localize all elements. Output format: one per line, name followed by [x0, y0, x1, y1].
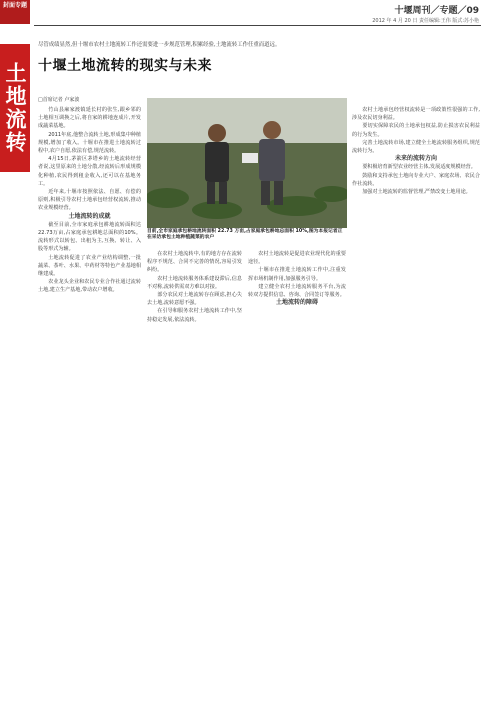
photo-caption: 目前,全市家庭承包耕地流转面积 22.73 万亩,占家庭承包耕地总面积 10%,图为本报记者正在采访承包土地种植蔬菜的农户 — [147, 229, 343, 240]
paragraph: 要切实保障农民的土地承包权益,防止损害农民利益的行为发生。 — [352, 123, 480, 138]
subheading: 未来的流转方向 — [394, 155, 437, 163]
headline: 十堰土地流转的现实与未来 — [38, 58, 212, 74]
paragraph: 近年来,十堰市按照依法、自愿、有偿的原则,积极引导农村土地承包经营权流转,推动农业规模经营。 — [38, 189, 141, 212]
article-column-4 — [352, 106, 480, 698]
subheading: 土地流转的成就 — [68, 212, 111, 220]
paragraph: 要积极培育新型农业经营主体,发展适度规模经营。 — [362, 164, 476, 171]
paragraph: 农村土地流转服务体系建设滞后,信息不对称,流转供需双方难以对接。 — [147, 275, 242, 290]
paragraph: 完善土地流转市场,建立健全土地流转服务组织,规范流转行为。 — [352, 139, 480, 155]
byline: □首席记者 卢家波 — [38, 97, 80, 103]
lead-summary: 尽管成绩显然,但十堰市农村土地流转工作还需要进一步规范管理,积累经验,土地流转工作任重而道远。 — [38, 42, 281, 48]
paragraph: 建立健全农村土地流转服务平台,为流转双方提供信息、咨询、合同签订等服务。 — [248, 283, 346, 299]
paragraph: 土地流转促进了农业产业结构调整,一批蔬菜、茶叶、水果、中药材等特色产业基地相继建成。 — [38, 254, 141, 278]
paragraph: 在引导和服务农村土地流转工作中,坚持稳定发展,依法流转。 — [147, 308, 242, 323]
article-column-2 — [147, 250, 242, 698]
article-column-1 — [38, 106, 141, 698]
section-vertical-title: 土地流转 — [0, 44, 30, 172]
paragraph: 农村土地承包经营权流转是一项政策性很强的工作,涉及农民切身利益。 — [352, 107, 480, 122]
date-line: 2012 年 4 月 20 日 责任编辑:王伟 版式:苏小艳 — [372, 18, 479, 24]
paragraph: 4月15日,茅箭区茅塔乡的土地流转经营者说,这里原来的土地分散,经流转后形成规模化种植,农民得到租金收入,还可以在基地务工。 — [38, 156, 141, 187]
section-corner-badge: 封面专题 — [0, 0, 30, 24]
paragraph: 2011年底,他整合流转土地,形成集中种植规模,增加了收入。十堰市在推进土地流转过程中,农户自愿,依法有偿,规范流转。 — [38, 131, 141, 155]
paragraph: 加强对土地流转的监督管理,严禁改变土地用途。 — [362, 189, 471, 196]
paragraph: 在农村土地流转中,有的地方存在流转程序不规范、合同不完善的情况,容易引发纠纷。 — [147, 251, 242, 274]
paragraph: 农村土地流转是促进农业现代化的重要途径。 — [248, 251, 346, 266]
paragraph: 十堰市在推进土地流转工作中,注重发挥市场机制作用,加强服务引导。 — [248, 267, 346, 282]
article-column-3 — [248, 250, 346, 698]
paragraph: 农业龙头企业和农民专业合作社通过流转土地,建立生产基地,带动农户增收。 — [38, 279, 141, 294]
publication-title: 十堰周刊／专题／09 — [394, 6, 479, 16]
photo-illustration — [147, 98, 347, 228]
paragraph: 竹山县麻家渡镇延长村的张生,跟乡邻的土地相互调换之后,将自家的耕地连成片,开发成蔬菜基地。 — [38, 107, 141, 130]
paragraph: 截至目前,全市家庭承包耕地流转面积达22.73万亩,占家庭承包耕地总面积的10%。流转形式以转包、出租为主,互换、转让、入股等形式为辅。 — [38, 221, 141, 253]
paragraph: 鼓励和支持承包土地向专业大户、家庭农场、农民合作社流转。 — [352, 172, 480, 187]
header-rule — [34, 25, 481, 26]
article-photo — [147, 98, 347, 228]
page-header — [372, 3, 479, 24]
paragraph: 部分农民对土地流转存在顾虑,担心失去土地,流转意愿不强。 — [147, 292, 242, 307]
subheading: 土地流转的障碍 — [275, 299, 318, 307]
